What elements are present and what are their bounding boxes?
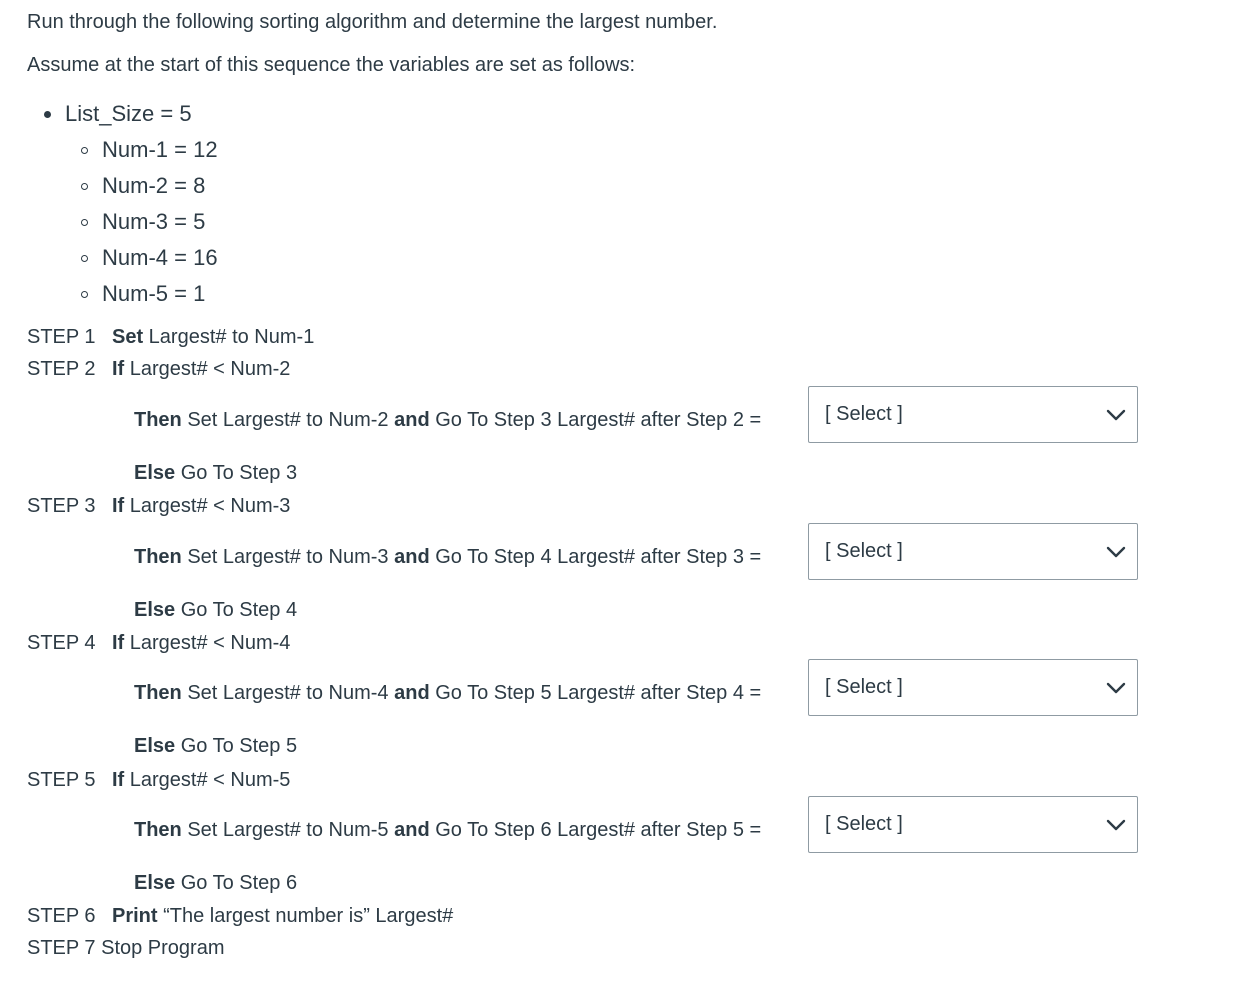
intro-line-1: Run through the following sorting algorithm and determine the largest number. bbox=[27, 11, 718, 33]
bullet-circle bbox=[81, 255, 88, 262]
step-2-else: Else Go To Step 3 bbox=[134, 462, 298, 484]
step-5-then: Then Set Largest# to Num-5 and Go To Step 6 Largest# after Step 5 = bbox=[134, 819, 762, 841]
bullet-disc bbox=[44, 111, 51, 118]
bullet-circle bbox=[81, 183, 88, 190]
step-5-else: Else Go To Step 6 bbox=[134, 872, 298, 894]
step-3-answer-select[interactable] bbox=[808, 523, 1138, 580]
step-2: STEP 2 If Largest# < Num-2 bbox=[27, 358, 291, 380]
step-5-answer-select[interactable] bbox=[808, 796, 1138, 853]
step-3-then: Then Set Largest# to Num-3 and Go To Step 4 Largest# after Step 3 = bbox=[134, 546, 762, 568]
step-4: STEP 4 If Largest# < Num-4 bbox=[27, 632, 291, 654]
chevron-down-icon bbox=[1105, 405, 1127, 425]
bullet-circle bbox=[81, 147, 88, 154]
step-4-answer-select[interactable] bbox=[808, 659, 1138, 716]
step-4-else: Else Go To Step 5 bbox=[134, 735, 298, 757]
step-2-then: Then Set Largest# to Num-2 and Go To Step 3 Largest# after Step 2 = bbox=[134, 409, 762, 431]
select-value: [ Select ] bbox=[825, 813, 903, 835]
bullet-circle bbox=[81, 291, 88, 298]
step-6: STEP 6 Print “The largest number is” Largest# bbox=[27, 905, 454, 927]
step-2-answer-select[interactable] bbox=[808, 386, 1138, 443]
bullet-circle bbox=[81, 219, 88, 226]
select-value: [ Select ] bbox=[825, 403, 903, 425]
step-3-else: Else Go To Step 4 bbox=[134, 599, 298, 621]
step-7: STEP 7 Stop Program bbox=[27, 937, 225, 959]
chevron-down-icon bbox=[1105, 542, 1127, 562]
chevron-down-icon bbox=[1105, 678, 1127, 698]
step-1: STEP 1 Set Largest# to Num-1 bbox=[27, 326, 315, 348]
step-3: STEP 3 If Largest# < Num-3 bbox=[27, 495, 291, 517]
step-5: STEP 5 If Largest# < Num-5 bbox=[27, 769, 291, 791]
chevron-down-icon bbox=[1105, 815, 1127, 835]
step-4-then: Then Set Largest# to Num-4 and Go To Step 5 Largest# after Step 4 = bbox=[134, 682, 762, 704]
intro-line-2: Assume at the start of this sequence the variables are set as follows: bbox=[27, 54, 636, 76]
select-value: [ Select ] bbox=[825, 676, 903, 698]
select-value: [ Select ] bbox=[825, 540, 903, 562]
